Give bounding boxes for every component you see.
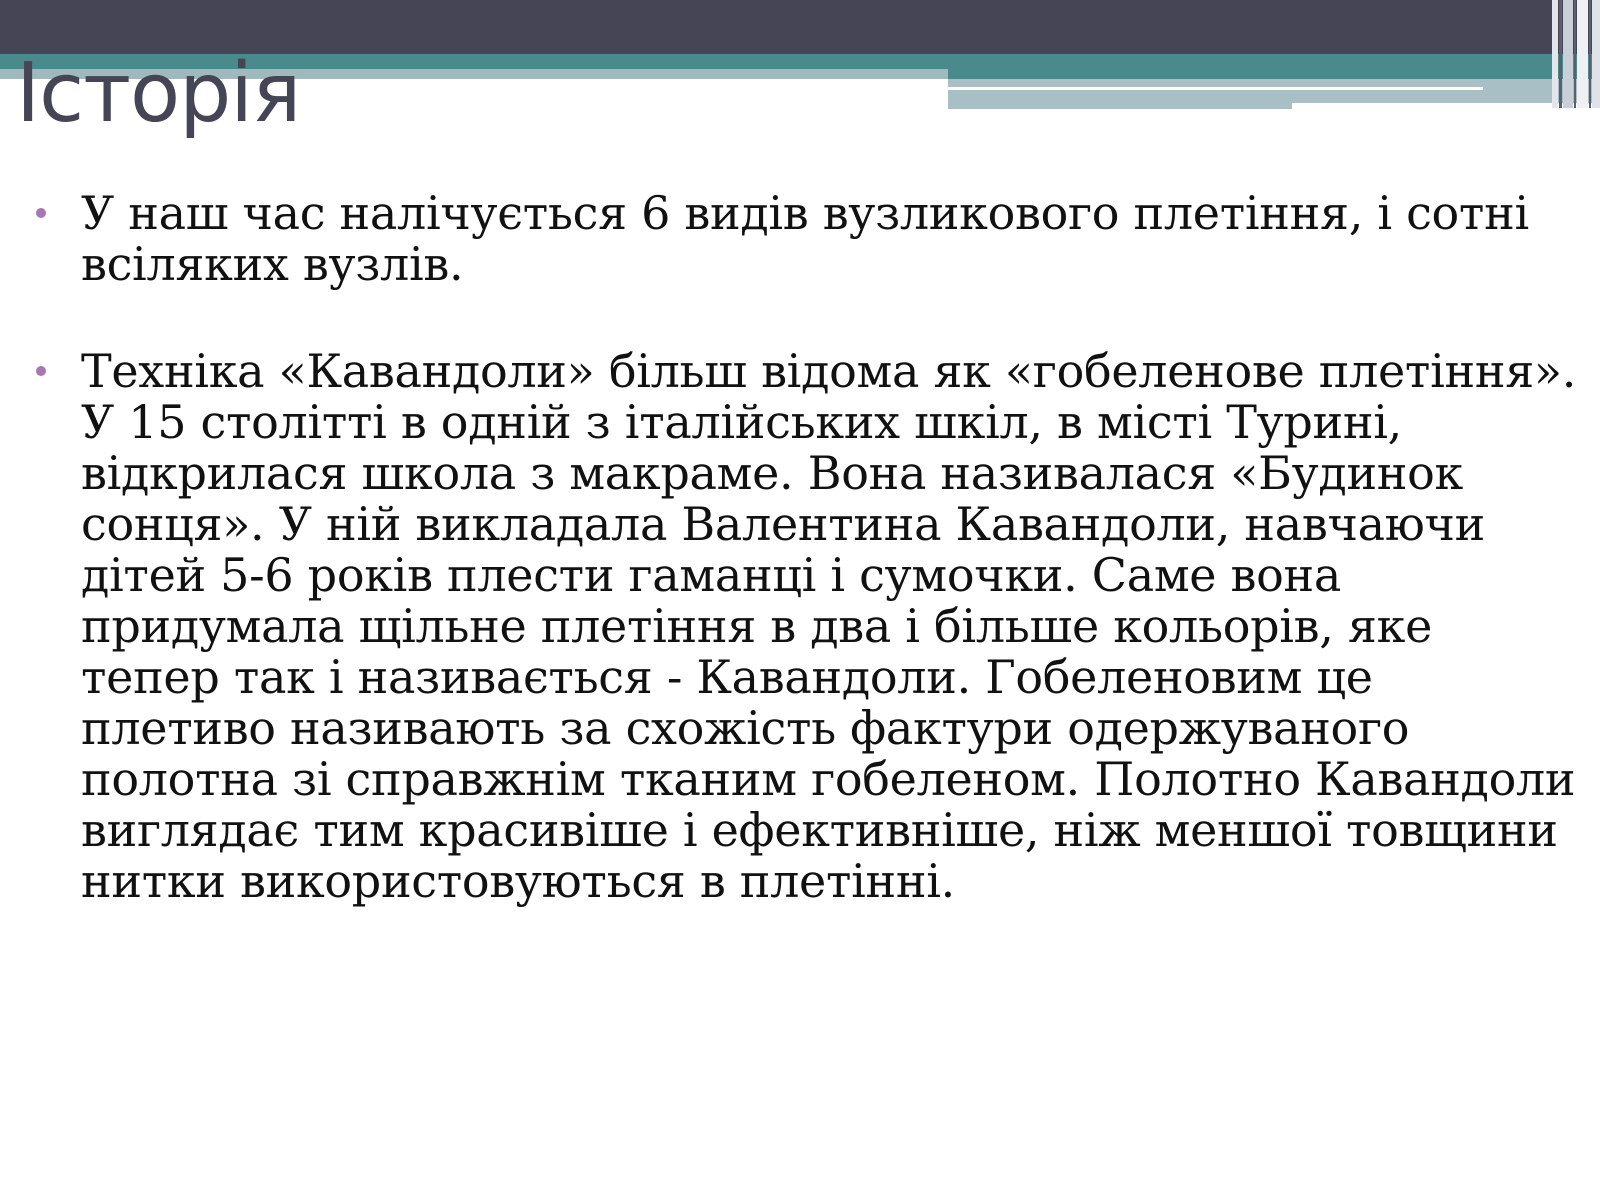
bullet-item bbox=[36, 188, 1580, 290]
header-line bbox=[948, 107, 1292, 109]
slide-title: Історія bbox=[16, 46, 301, 141]
header-band-teal-right bbox=[948, 69, 1600, 79]
edge-stripe bbox=[1559, 0, 1562, 108]
bullet-dot-icon bbox=[36, 366, 46, 376]
bullet-dot-icon bbox=[36, 208, 46, 218]
bullet-item bbox=[36, 346, 1580, 907]
bullet-text: У наш час налічується 6 видів вузликового плетіння, і сотні всіляких вузлів. bbox=[81, 186, 1529, 291]
edge-stripe bbox=[1552, 0, 1558, 108]
edge-stripe bbox=[1577, 0, 1588, 108]
edge-stripe bbox=[1589, 0, 1591, 108]
edge-stripe bbox=[1574, 0, 1576, 108]
bullet-text: Техніка «Кавандоли» більш відома як «гобеленове плетіння». У 15 столітті в одній з італійських шкіл, в місті Турині, відкрилася школа з макраме. Вона називалася «Будинок сонця». У ній викладала Валентина Кавандоли, навчаючи дітей 5-6 років плести гаманці і сумочки. Саме вона придумала щільне плетіння в два і більше кольорів, яке тепер так і називається - Кавандоли. Гобеленовим це плетиво називають за схожість фактури одержуваного полотна зі справжнім тканим гобеленом. Полотно Кавандоли виглядає тим красивіше і ефективніше, ніж меншої товщини нитки використовуються в плетінні. bbox=[81, 344, 1577, 908]
bullet-list bbox=[36, 188, 1580, 907]
edge-stripe bbox=[1563, 0, 1573, 108]
edge-stripe bbox=[1592, 0, 1600, 108]
header-line bbox=[948, 87, 1483, 90]
